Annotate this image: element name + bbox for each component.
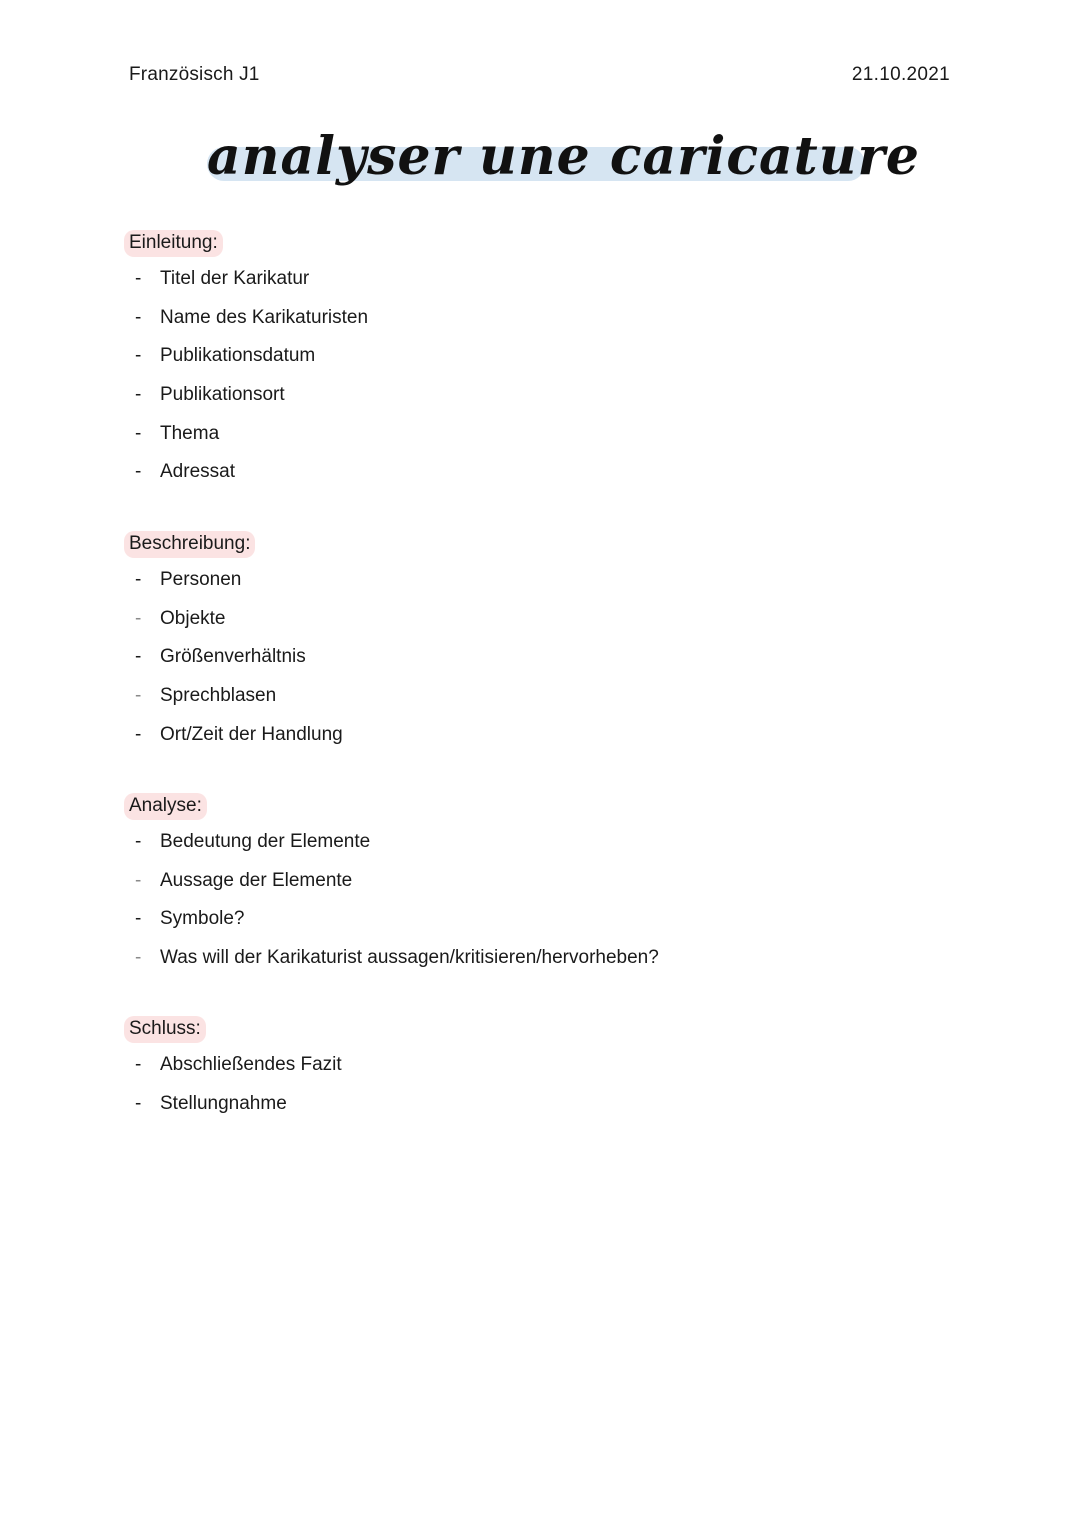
item-list bbox=[124, 831, 924, 986]
section-heading: Einleitung: bbox=[124, 230, 223, 257]
item-label: Publikationsort bbox=[160, 384, 285, 406]
dash-bullet: - bbox=[135, 908, 142, 930]
item-label: Objekte bbox=[160, 607, 226, 629]
list-item bbox=[124, 423, 924, 462]
list-item bbox=[124, 384, 924, 423]
section-einleitung bbox=[124, 230, 924, 500]
dash-bullet: - bbox=[135, 569, 142, 590]
section-schluss bbox=[124, 1016, 924, 1131]
item-label: Stellungnahme bbox=[160, 1092, 287, 1114]
dash-bullet: - bbox=[135, 723, 142, 745]
item-label: Adressat bbox=[160, 461, 235, 483]
list-item bbox=[124, 1093, 924, 1132]
item-label: Größenverhältnis bbox=[160, 646, 306, 668]
list-item bbox=[124, 870, 924, 909]
dash-bullet: - bbox=[135, 461, 142, 483]
list-item bbox=[124, 569, 924, 608]
dash-bullet: - bbox=[135, 1054, 142, 1075]
item-label: Bedeutung der Elemente bbox=[160, 831, 371, 852]
dash-bullet: - bbox=[135, 607, 142, 629]
section-analyse bbox=[124, 793, 924, 986]
list-item bbox=[124, 908, 924, 947]
item-label: Sprechblasen bbox=[160, 685, 277, 707]
list-item bbox=[124, 461, 924, 500]
item-label: Titel der Karikatur bbox=[160, 268, 310, 289]
list-item bbox=[124, 307, 924, 346]
dash-bullet: - bbox=[135, 1092, 142, 1114]
item-list bbox=[124, 569, 924, 762]
dash-bullet: - bbox=[135, 345, 142, 367]
item-list bbox=[124, 1054, 924, 1131]
dash-bullet: - bbox=[135, 646, 142, 668]
section-beschreibung bbox=[124, 531, 924, 762]
list-item bbox=[124, 947, 924, 986]
list-item bbox=[124, 345, 924, 384]
item-label: Ort/Zeit der Handlung bbox=[160, 723, 343, 745]
list-item bbox=[124, 1054, 924, 1093]
dash-bullet: - bbox=[135, 831, 142, 852]
list-item bbox=[124, 724, 924, 763]
dash-bullet: - bbox=[135, 306, 142, 328]
item-label: Thema bbox=[160, 422, 220, 444]
section-heading: Schluss: bbox=[124, 1016, 206, 1043]
subject-label: Französisch J1 bbox=[129, 64, 260, 85]
item-label: Name des Karikaturisten bbox=[160, 306, 369, 328]
page-title-block bbox=[207, 126, 920, 210]
list-item bbox=[124, 646, 924, 685]
section-heading: Beschreibung: bbox=[124, 531, 255, 558]
item-list bbox=[124, 268, 924, 500]
list-item bbox=[124, 831, 924, 870]
date-label: 21.10.2021 bbox=[851, 64, 950, 85]
item-label: Aussage der Elemente bbox=[160, 869, 353, 891]
dash-bullet: - bbox=[135, 422, 142, 444]
item-label: Was will der Karikaturist aussagen/kritisieren/hervorheben? bbox=[160, 947, 659, 969]
item-label: Symbole? bbox=[160, 908, 245, 930]
dash-bullet: - bbox=[135, 268, 142, 289]
list-item bbox=[124, 608, 924, 647]
item-label: Personen bbox=[160, 569, 242, 590]
dash-bullet: - bbox=[135, 685, 142, 707]
list-item bbox=[124, 685, 924, 724]
dash-bullet: - bbox=[135, 384, 142, 406]
page-title: analyser une caricature bbox=[207, 126, 920, 187]
dash-bullet: - bbox=[135, 947, 142, 969]
dash-bullet: - bbox=[135, 869, 142, 891]
item-label: Publikationsdatum bbox=[160, 345, 316, 367]
item-label: Abschließendes Fazit bbox=[160, 1054, 342, 1075]
list-item bbox=[124, 268, 924, 307]
section-heading: Analyse: bbox=[124, 793, 207, 820]
